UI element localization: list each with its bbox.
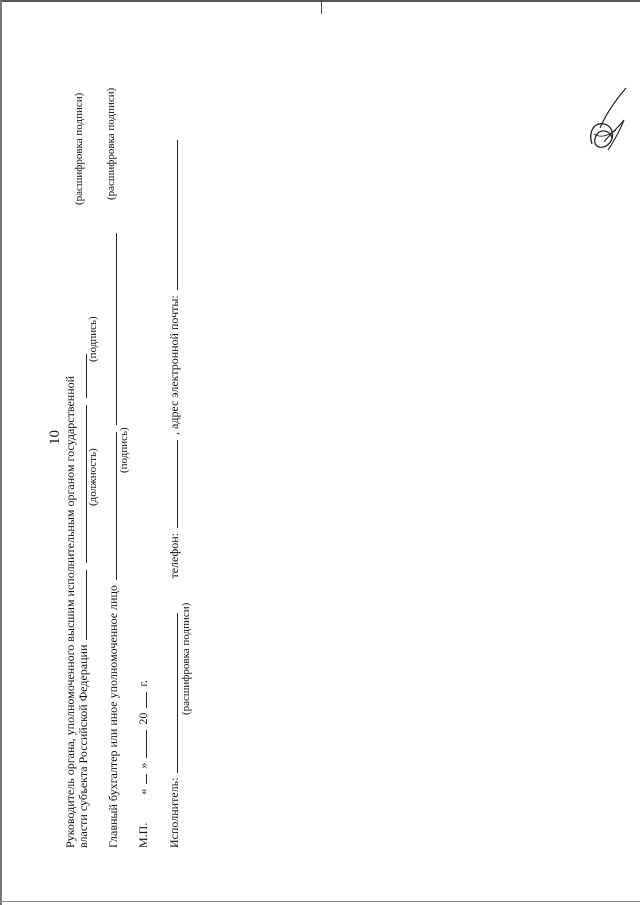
- handwritten-signature: [586, 84, 630, 160]
- accountant-signature-blank: [115, 432, 117, 580]
- accountant-caption-decipher: (расшифровка подписи): [105, 87, 117, 200]
- head-line-1-text: Руководитель органа, уполномоченного высшим исполнительным органом государственной: [63, 375, 77, 848]
- accountant-label: Главный бухгалтер или иное уполномоченное лицо: [106, 585, 120, 848]
- executor-line: [168, 138, 180, 848]
- executor-caption-decipher: (расшифровка подписи): [180, 602, 192, 715]
- scan-border-left: [0, 0, 2, 905]
- year-suffix: г.: [136, 680, 150, 687]
- head-line-1: [64, 376, 76, 848]
- scan-tick-mark: [321, 0, 322, 14]
- date-quote-close: »: [136, 762, 150, 769]
- stamp-date-line: [137, 680, 149, 848]
- phone-blank: [176, 440, 178, 528]
- executor-label: Исполнитель:: [167, 777, 181, 848]
- stamp-mp: М.П.: [136, 822, 150, 848]
- accountant-decipher-blank: [115, 233, 117, 425]
- scan-border-bottom: [0, 901, 640, 902]
- accountant-caption-signature: (подпись): [118, 427, 130, 473]
- scan-border-top: [0, 0, 640, 2]
- caption-position: (должность): [87, 448, 99, 506]
- head-line-2: [77, 352, 89, 848]
- page-number: 10: [47, 430, 63, 445]
- date-quote-open: «: [136, 788, 150, 795]
- caption-signature: (подпись): [87, 316, 99, 362]
- year-blank: [145, 692, 147, 708]
- head-subject-label: власти субъекта Российской Федерации: [76, 644, 90, 848]
- phone-label: телефон:: [167, 532, 181, 579]
- caption-decipher: (расшифровка подписи): [73, 92, 85, 205]
- day-blank: [145, 774, 147, 784]
- email-blank: [176, 140, 178, 290]
- position-blank: [85, 570, 87, 640]
- year-prefix: 20: [136, 712, 150, 725]
- email-label: , адрес электронной почты:: [167, 295, 181, 435]
- executor-decipher-blank: [176, 613, 178, 773]
- accountant-line: [107, 231, 119, 848]
- month-blank: [145, 730, 147, 758]
